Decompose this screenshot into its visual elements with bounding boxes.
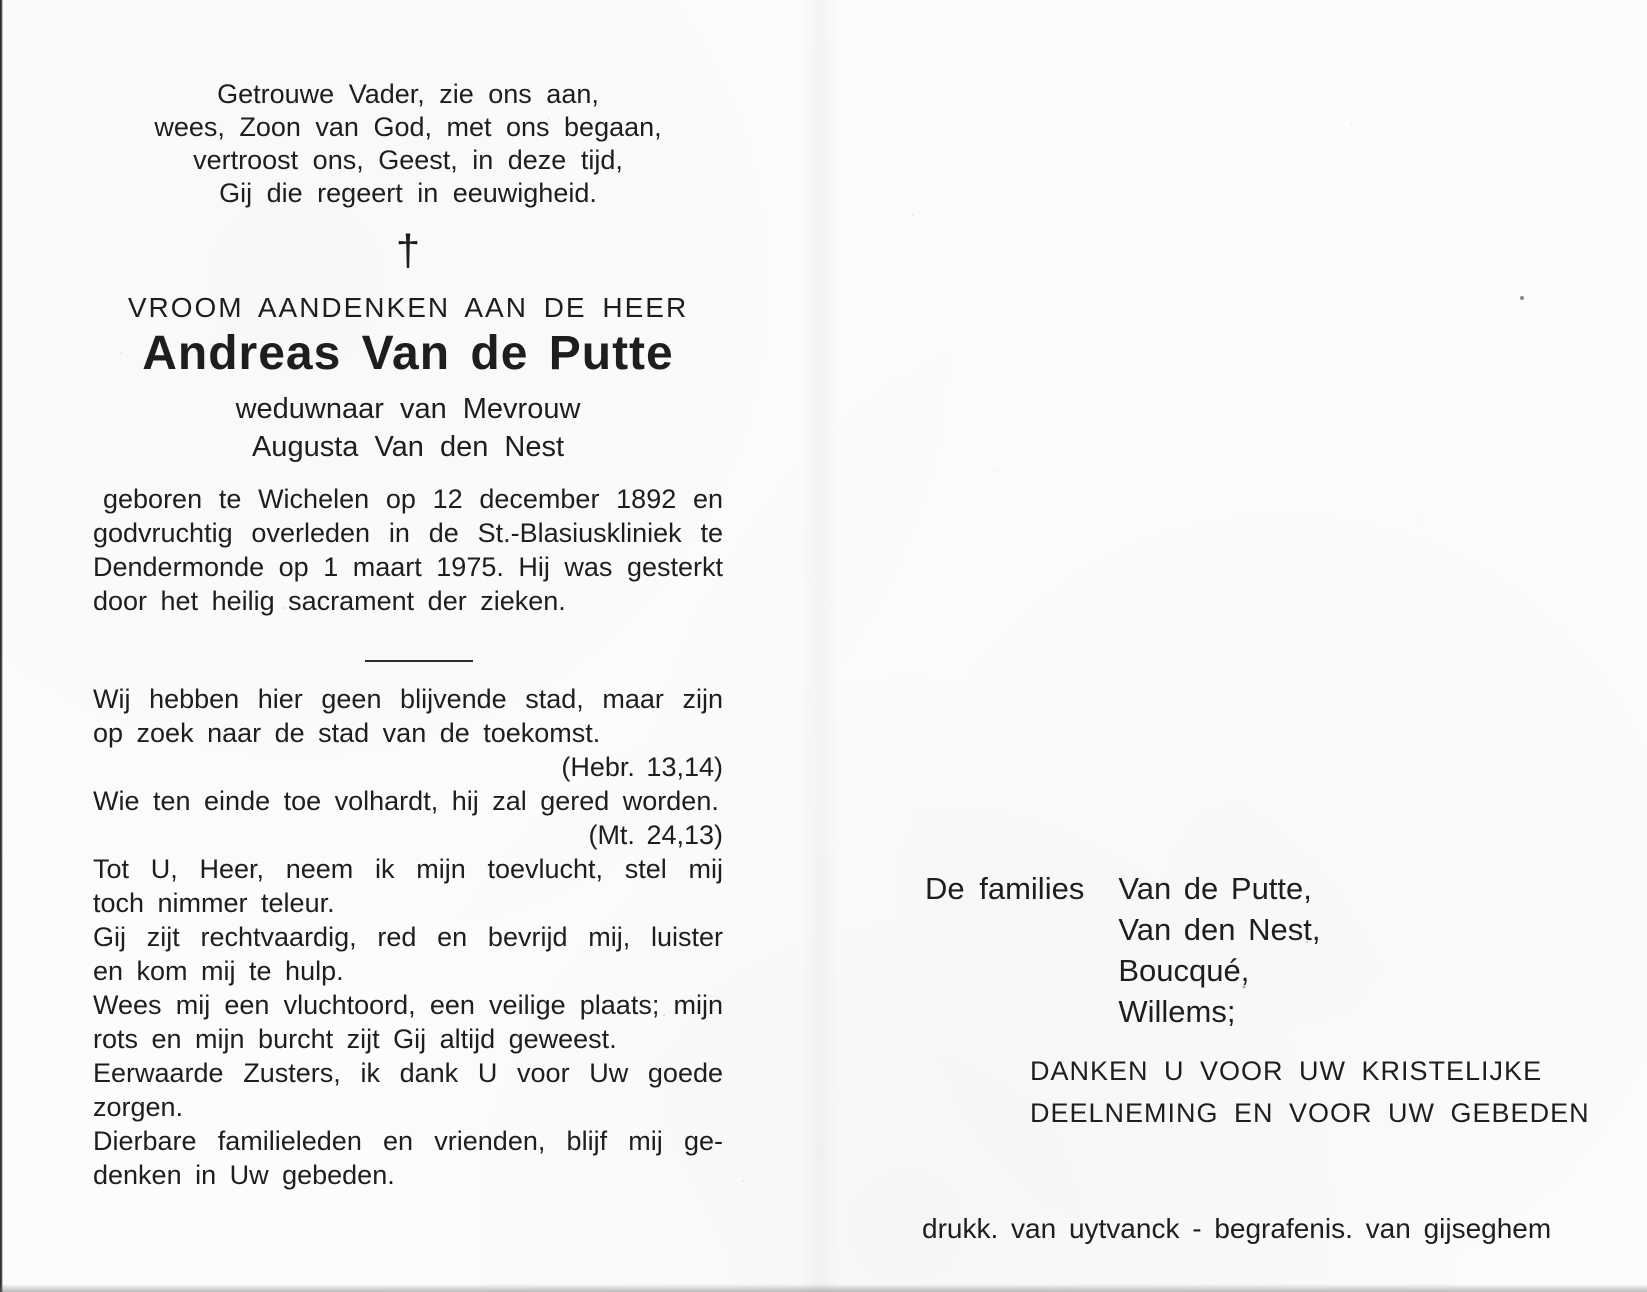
- scripture-quote-line: op zoek naar de stad van de toekomst.: [93, 718, 601, 748]
- prayer-line: Eerwaarde Zusters, ik dank U voor Uw goede: [93, 1058, 723, 1088]
- family-name: Willems;: [1118, 994, 1236, 1029]
- biography-line: door het heilig sacrament der zieken.: [93, 586, 566, 616]
- opening-verse: [93, 78, 723, 210]
- prayer-line: Dierbare familieleden en vrienden, blijf mij ge-: [93, 1126, 723, 1156]
- prayer-line: Wees mij een vluchtoord, een veilige plaats; mijn: [93, 990, 723, 1020]
- biography-line: godvruchtig overleden in de St.-Blasiuskliniek te: [93, 518, 723, 548]
- opening-verse-line: Getrouwe Vader, zie ons aan,: [217, 79, 599, 109]
- family-name: Van de Putte,: [1118, 871, 1312, 906]
- scan-speckles: [0, 0, 2, 2]
- opening-verse-line: Gij die regeert in eeuwigheid.: [219, 178, 597, 208]
- scripture-ref-hebr: (Hebr. 13,14): [561, 752, 723, 782]
- scan-edge-bottom: [0, 1284, 1647, 1292]
- printer-credit: drukk. van uytvanck - begrafenis. van gijseghem: [922, 1213, 1552, 1244]
- families-block: [925, 868, 1321, 1032]
- prayer-line: zorgen.: [93, 1092, 184, 1122]
- family-name: Boucqué,: [1118, 953, 1250, 988]
- families-label: De families: [925, 871, 1085, 906]
- widower-line: weduwnaar van Mevrouw: [235, 393, 581, 425]
- thanks-block: [1030, 1050, 1590, 1134]
- cross-symbol: †: [395, 226, 421, 275]
- family-name: Van den Nest,: [1118, 912, 1321, 947]
- scripture-and-prayer: [93, 682, 723, 1192]
- spouse-name: Augusta Van den Nest: [251, 431, 565, 463]
- prayer-line: denken in Uw gebeden.: [93, 1160, 395, 1190]
- deceased-name: Andreas Van de Putte: [142, 327, 674, 380]
- opening-verse-line: vertroost ons, Geest, in deze tijd,: [193, 145, 623, 175]
- prayer-line: rots en mijn burcht zijt Gij altijd geweest.: [93, 1024, 617, 1054]
- thanks-line: DEELNEMING EN VOOR UW GEBEDEN: [1030, 1098, 1590, 1128]
- biography-line: geboren te Wichelen op 12 december 1892 en: [103, 484, 723, 514]
- family-names: [1118, 868, 1320, 1032]
- prayer-line: toch nimmer teleur.: [93, 888, 335, 918]
- opening-verse-line: wees, Zoon van God, met ons begaan,: [154, 112, 662, 142]
- scripture-quote-line: Wie ten einde toe volhardt, hij zal gered worden.: [93, 786, 719, 816]
- memorial-kicker: VROOM AANDENKEN AAN DE HEER: [127, 292, 689, 323]
- prayer-line: en kom mij te hulp.: [93, 956, 344, 986]
- section-divider: [365, 660, 473, 662]
- fold-shadow: [800, 0, 840, 1292]
- scan-edge-left: [0, 0, 3, 1292]
- widower-subtitle: [93, 390, 723, 466]
- scripture-quote-line: Wij hebben hier geen blijvende stad, maar zijn: [93, 684, 723, 714]
- biography-line: Dendermonde op 1 maart 1975. Hij was gesterkt: [93, 552, 723, 582]
- biography: [93, 482, 723, 618]
- thanks-line: DANKEN U VOOR UW KRISTELIJKE: [1030, 1056, 1543, 1086]
- scripture-ref-mt: (Mt. 24,13): [588, 820, 723, 850]
- prayer-line: Gij zijt rechtvaardig, red en bevrijd mij, luister: [93, 922, 723, 952]
- prayer-line: Tot U, Heer, neem ik mijn toevlucht, stel mij: [93, 854, 723, 884]
